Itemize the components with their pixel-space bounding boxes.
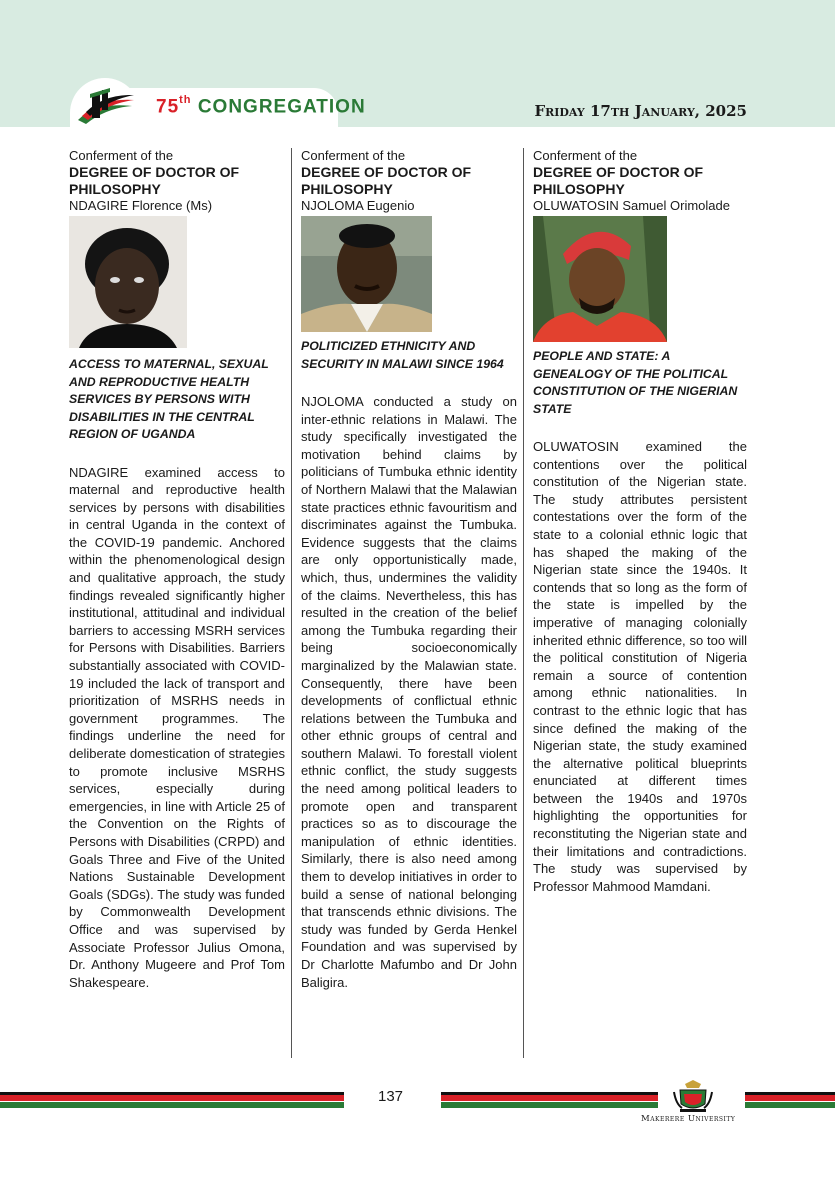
- congregation-logo-icon: [76, 86, 136, 126]
- thesis-summary: NJOLOMA conducted a study on inter-ethnic relations in Malawi. The study specifically investigated the motivation behind claims by politicians of Tumbuka ethnic identity of Northern Malawi that the Malawian state practices ethnic favouritism and discriminates against the Tumbuka. Evidence suggests that the claims are only opportunistically made, which, thus, undermines the validity of the claims. Nevertheless, this has resulted in the creation of the belief among the Tumbuka regarding their being socioeconomically marginalized by the Malawian state. Consequently, there have been developments of conflictual ethnic relations between the Tumbuka and other ethnic groups of central and southern Malawi. To forestall violent ethnic conflict, the study suggests the need among political leaders to promote open and transparent practices so as to discourage the manipulation of ethnic identities. Similarly, there is also need among them to develop initiatives in order to build a sense of national belonging that transcends ethnic divisions. The study was funded by Gerda Henkel Foundation and was supervised by Dr Charlotte Mafumbo and Dr John Baligira.: [301, 394, 517, 990]
- thesis-summary: OLUWATOSIN examined the contentions over the political constitution of the Nigerian state. The study attributes persistent contestations over the form of the state to a colonial ethnic logic that has shaped the making of the Nigerian state since the 1940s. It contends that so long as the form of the state is impelled by the imperative of managing colonially inherited ethnic difference, so too will the political constitution of Nigeria remain a source of contention among ethnic nationalities. In contrast to the ethnic logic that has since defined the making of the Nigerian state, the study examined the alternative political blueprints enunciated at different times between the 1940s and 1970s highlighting the opportunities for reconstituting the Nigerian state and their limitations and contradictions. The study was supervised by Professor Mahmood Mamdani.: [533, 439, 747, 894]
- thesis-title: POLITICIZED ETHNICITY AND SECURITY IN MALAWI SINCE 1964: [301, 339, 504, 371]
- graduate-name: NDAGIRE Florence (Ms): [69, 198, 213, 213]
- column-oluwatosin: [533, 148, 747, 895]
- column-divider: [291, 148, 292, 1058]
- thesis-title: ACCESS TO MATERNAL, SEXUAL AND REPRODUCTIVE HEALTH SERVICES BY PERSONS WITH DISABILITIES IN THE CENTRAL REGION OF UGANDA: [69, 357, 269, 441]
- thesis-summary: NDAGIRE examined access to maternal and reproductive health services by persons with disabilities in central Uganda in the context of the COVID-19 pandemic. Anchored within the phenomenological design and qualitative approach, the study findings revealed significantly higher institutional, attitudinal and individual barriers to accessing MSRH services for Persons with Disabilities. Barriers substantially associated with COVID-19 included the lack of transport and prioritization of MSRHS needs in government programmes. The findings underline the need for deliberate domestication of strategies to promote inclusive MSRHS services, especially during emergencies, in line with Article 25 of the Convention on the Rights of Persons with Disabilities (CRPD) and Goals Three and Five of the United Nations Sustainable Development Goals (SDGs). The study was funded by Commonwealth Development Office and was supervised by Associate Professor Julius Omona, Dr. Anthony Mugeere and Prof Tom Shakespeare.: [69, 464, 285, 990]
- university-name: Makerere University: [641, 1114, 736, 1124]
- header-date: Friday 17th January, 2025: [534, 102, 747, 120]
- footer-stripe-middle: [441, 1092, 658, 1111]
- congregation-number: 75: [156, 96, 180, 118]
- page-number: 137: [378, 1088, 404, 1105]
- conferment-label: Conferment of the: [301, 148, 406, 163]
- footer-stripe-right: [745, 1092, 835, 1111]
- conferment-label: Conferment of the: [69, 148, 174, 163]
- degree-title: DEGREE OF DOCTOR OF PHILOSOPHY: [533, 164, 704, 197]
- column-ndagire: [69, 148, 285, 991]
- degree-title: DEGREE OF DOCTOR OF PHILOSOPHY: [69, 164, 240, 197]
- column-divider: [523, 148, 524, 1058]
- graduate-photo: [69, 216, 187, 348]
- congregation-title: [156, 96, 366, 118]
- conferment-label: Conferment of the: [533, 148, 638, 163]
- graduate-photo: [301, 216, 432, 332]
- thesis-title: PEOPLE AND STATE: A GENEALOGY OF THE POLITICAL CONSTITUTION OF THE NIGERIAN STATE: [533, 349, 738, 416]
- graduate-name: NJOLOMA Eugenio: [301, 198, 415, 213]
- graduate-photo: [533, 216, 667, 342]
- congregation-suffix: th: [179, 94, 192, 106]
- column-njoloma: [301, 148, 517, 991]
- university-crest-icon: [672, 1078, 714, 1114]
- congregation-word: CONGREGATION: [197, 96, 366, 118]
- footer-stripe-left: [0, 1092, 344, 1111]
- degree-title: DEGREE OF DOCTOR OF PHILOSOPHY: [301, 164, 472, 197]
- graduate-name: OLUWATOSIN Samuel Orimolade: [533, 198, 730, 213]
